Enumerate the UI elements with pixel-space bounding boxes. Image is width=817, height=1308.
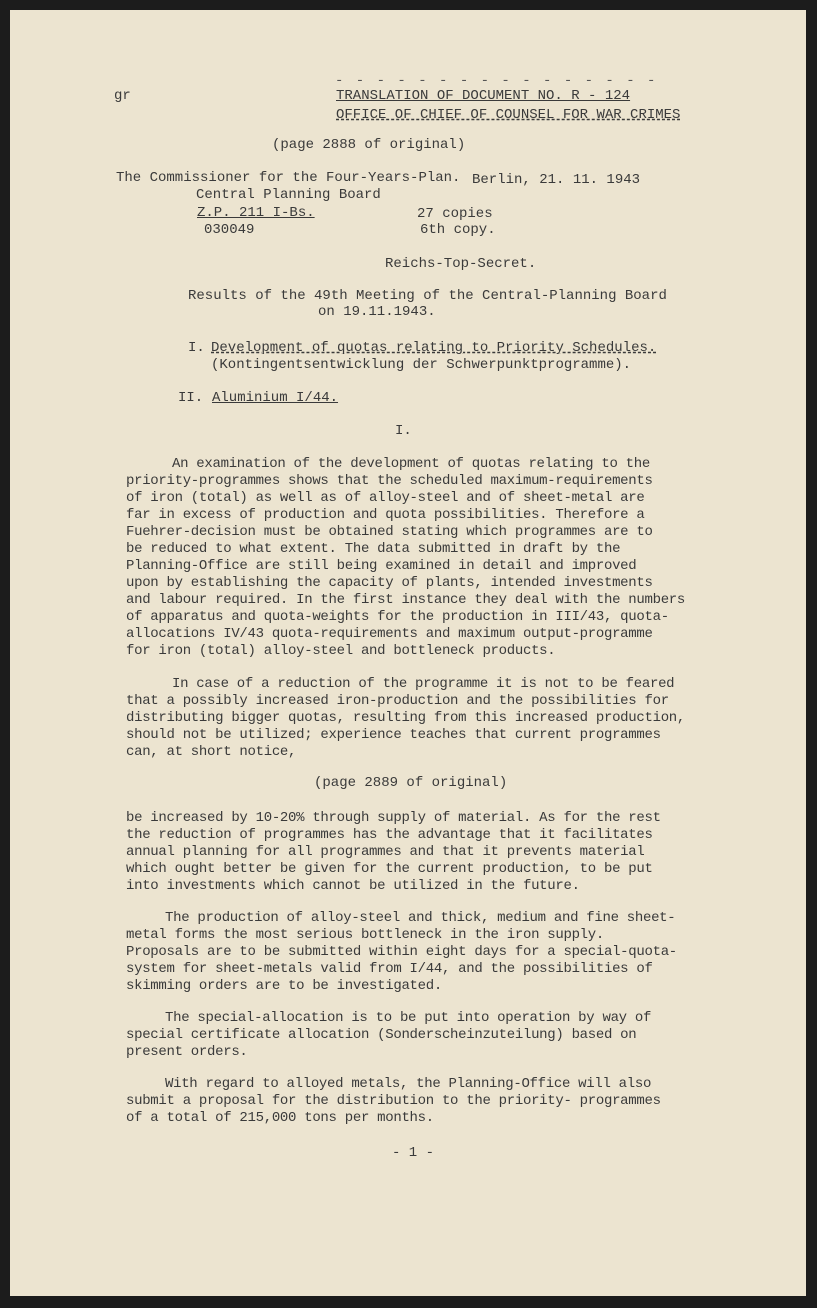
- paragraph-line: annual planning for all programmes and that it prevents material: [126, 844, 645, 860]
- letterhead-place-date: Berlin, 21. 11. 1943: [472, 172, 641, 188]
- classification: Reichs-Top-Secret.: [385, 256, 537, 272]
- letterhead-copy-number: 6th copy.: [420, 222, 496, 238]
- letterhead-number: 030049: [204, 222, 255, 238]
- section-heading: I.: [395, 423, 412, 439]
- paragraph-line: far in excess of production and quota possibilities. Therefore a: [126, 507, 645, 523]
- letterhead-commissioner: The Commissioner for the Four-Years-Plan.: [116, 170, 461, 186]
- paragraph-line: Planning-Office are still being examined in detail and improved: [126, 558, 637, 574]
- paragraph-line: which ought better be given for the current production, to be put: [126, 861, 653, 877]
- page-number: - 1 -: [392, 1145, 435, 1161]
- paragraph-line: can, at short notice,: [126, 744, 297, 760]
- paragraph-line: An examination of the development of quotas relating to the: [172, 456, 650, 472]
- paragraph-line: into investments which cannot be utilized in the future.: [126, 878, 580, 894]
- agenda-item-2: Aluminium I/44.: [212, 390, 339, 406]
- header-dashes: - - - - - - - - - - - - - - - -: [335, 73, 658, 89]
- paragraph-line: submit a proposal for the distribution to the priority- programmes: [126, 1093, 661, 1109]
- subject-line-1: Results of the 49th Meeting of the Central-Planning Board: [188, 288, 667, 304]
- paragraph-line: that a possibly increased iron-production and the possibilities for: [126, 693, 669, 709]
- subject-line-2: on 19.11.1943.: [318, 304, 436, 320]
- paragraph-line: system for sheet-metals valid from I/44, and the possibilities of: [126, 961, 653, 977]
- paragraph-line: be reduced to what extent. The data submitted in draft by the: [126, 541, 621, 557]
- paragraph-line: priority-programmes shows that the scheduled maximum-requirements: [126, 473, 653, 489]
- letterhead-board: Central Planning Board: [196, 187, 381, 203]
- page-reference: (page 2888 of original): [272, 137, 466, 153]
- initials: gr: [114, 88, 131, 104]
- agenda-item-1: Development of quotas relating to Priority Schedules.: [211, 340, 657, 356]
- paragraph-line: Proposals are to be submitted within eight days for a special-quota-: [126, 944, 677, 960]
- paragraph-line: present orders.: [126, 1044, 248, 1060]
- paragraph-line: special certificate allocation (Sonderscheinzuteilung) based on: [126, 1027, 637, 1043]
- office-line: OFFICE OF CHIEF OF COUNSEL FOR WAR CRIMES: [336, 107, 681, 123]
- paragraph-line: allocations IV/43 quota-requirements and maximum output-programme: [126, 626, 653, 642]
- letterhead-copies: 27 copies: [417, 206, 493, 222]
- paragraph-line: and labour required. In the first instance they deal with the numbers: [126, 592, 685, 608]
- paragraph-line: In case of a reduction of the programme it is not to be feared: [172, 676, 675, 692]
- paragraph-line: The production of alloy-steel and thick, medium and fine sheet-: [165, 910, 676, 926]
- paragraph-line: metal forms the most serious bottleneck in the iron supply.: [126, 927, 604, 943]
- paragraph-line: skimming orders are to be investigated.: [126, 978, 442, 994]
- paragraph-line: With regard to alloyed metals, the Planning-Office will also: [165, 1076, 652, 1092]
- paragraph-line: for iron (total) alloy-steel and bottleneck products.: [126, 643, 556, 659]
- letterhead-reference: Z.P. 211 I-Bs.: [197, 205, 315, 221]
- paragraph-line: the reduction of programmes has the advantage that it facilitates: [126, 827, 653, 843]
- agenda-item-1-number: I.: [188, 340, 205, 356]
- agenda-item-2-number: II.: [178, 390, 204, 406]
- paragraph-line: of a total of 215,000 tons per months.: [126, 1110, 434, 1126]
- paragraph-line: of apparatus and quota-weights for the production in III/43, quota-: [126, 609, 669, 625]
- page-reference: (page 2889 of original): [314, 775, 508, 791]
- document-page: [10, 10, 806, 1296]
- paragraph-line: The special-allocation is to be put into operation by way of: [165, 1010, 652, 1026]
- paragraph-line: should not be utilized; experience teaches that current programmes: [126, 727, 661, 743]
- document-number-line: TRANSLATION OF DOCUMENT NO. R - 124: [336, 88, 631, 104]
- agenda-item-1-german: (Kontingentsentwicklung der Schwerpunktprogramme).: [211, 357, 632, 373]
- paragraph-line: Fuehrer-decision must be obtained stating which programmes are to: [126, 524, 653, 540]
- paragraph-line: distributing bigger quotas, resulting from this increased production,: [126, 710, 685, 726]
- paragraph-line: upon by establishing the capacity of plants, intended investments: [126, 575, 653, 591]
- paragraph-line: be increased by 10-20% through supply of material. As for the rest: [126, 810, 661, 826]
- paragraph-line: of iron (total) as well as of alloy-steel and of sheet-metal are: [126, 490, 645, 506]
